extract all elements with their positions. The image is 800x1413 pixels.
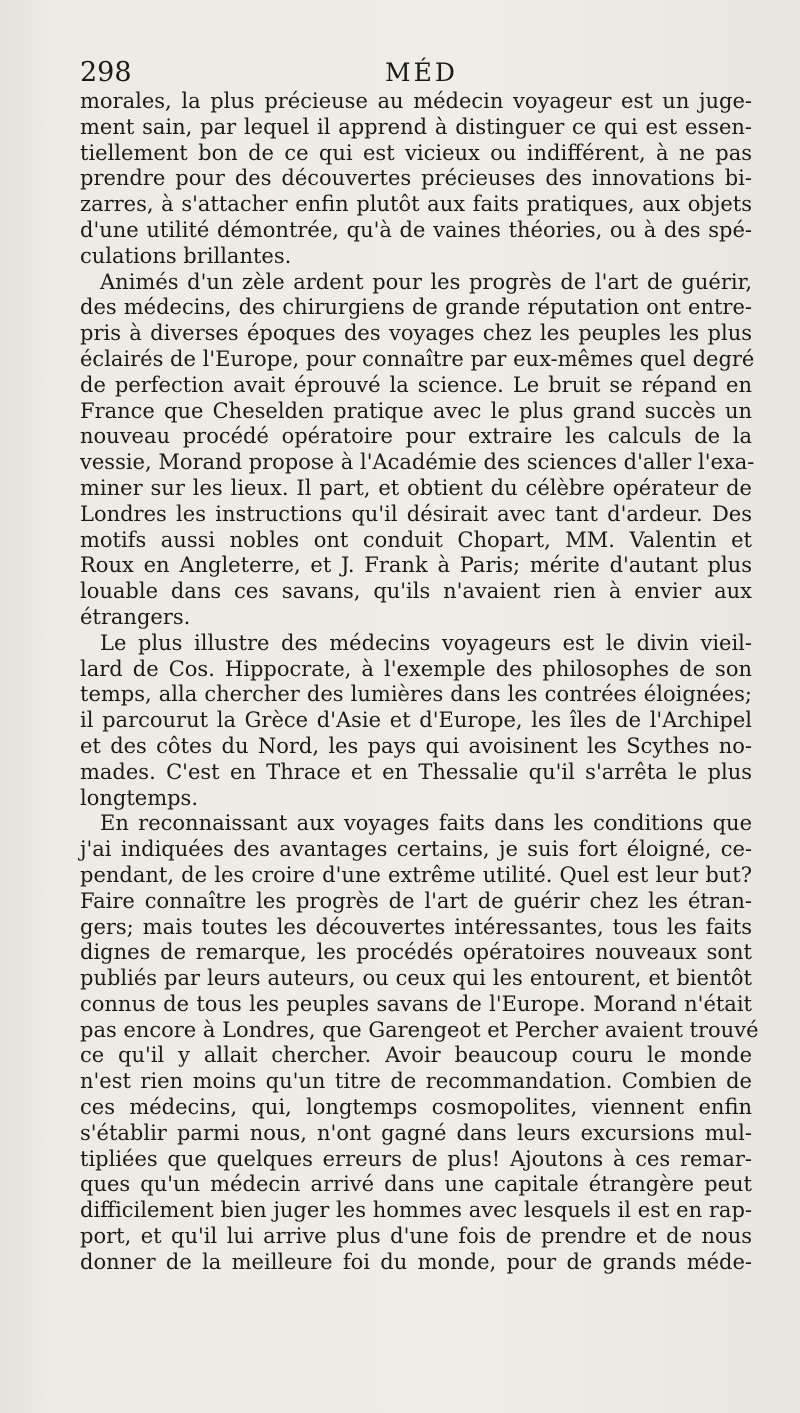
body-text: [80, 89, 759, 1276]
text-line: mades. C'est en Thrace et en Thessalie qu'il s'arrêta le plus: [80, 759, 752, 784]
text-line: culations brillantes.: [80, 243, 292, 268]
text-line: des médecins, des chirurgiens de grande réputation ont entre-: [80, 295, 752, 320]
text-line: Le plus illustre des médecins voyageurs est le divin vieil-: [100, 630, 752, 655]
text-line: Londres les instructions qu'il désirait avec tant d'ardeur. Des: [80, 501, 752, 526]
running-head: MÉD: [385, 58, 458, 87]
text-line: nouveau procédé opératoire pour extraire les calculs de la: [80, 424, 752, 449]
text-line: dignes de remarque, les procédés opératoires nouveaux sont: [80, 940, 752, 965]
text-line: morales, la plus précieuse au médecin voyageur est un juge-: [80, 89, 752, 113]
text-line: connus de tous les peuples savans de l'Europe. Morand n'était: [80, 991, 752, 1016]
text-line: France que Cheselden pratique avec le plus grand succès un: [80, 398, 752, 423]
text-line: Animés d'un zèle ardent pour les progrès de l'art de guérir,: [100, 269, 752, 294]
text-line: miner sur les lieux. Il part, et obtient du célèbre opérateur de: [80, 475, 752, 500]
text-line: s'établir parmi nous, n'ont gagné dans leurs excursions mul-: [80, 1120, 752, 1145]
text-line: publiés par leurs auteurs, ou ceux qui les entourent, et bientôt: [80, 966, 752, 991]
text-line: gers; mais toutes les découvertes intéressantes, tous les faits: [80, 914, 752, 939]
text-line: port, et qu'il lui arrive plus d'une fois de prendre et de nous: [80, 1224, 752, 1249]
text-line: tipliées que quelques erreurs de plus! Ajoutons à ces remar-: [80, 1146, 752, 1171]
text-line: et des côtes du Nord, les pays qui avoisinent les Scythes no-: [80, 733, 752, 758]
text-line: zarres, à s'attacher enfin plutôt aux faits pratiques, aux objets: [80, 192, 752, 217]
text-line: pris à diverses époques des voyages chez les peuples les plus: [80, 321, 752, 346]
text-line: de perfection avait éprouvé la science. Le bruit se répand en: [80, 372, 752, 397]
text-line: j'ai indiquées des avantages certains, je suis fort éloigné, ce-: [80, 837, 752, 862]
text-line: louable dans ces savans, qu'ils n'avaient rien à envier aux: [80, 579, 752, 604]
text-line: d'une utilité démontrée, qu'à de vaines théories, ou à des spé-: [80, 217, 752, 242]
text-line: pendant, de les croire d'une extrême utilité. Quel est leur but?: [80, 862, 752, 887]
text-line: il parcourut la Grèce d'Asie et d'Europe, les îles de l'Archipel: [80, 708, 752, 733]
text-line: prendre pour des découvertes précieuses des innovations bi-: [80, 166, 752, 191]
text-line: temps, alla chercher des lumières dans les contrées éloignées;: [80, 682, 752, 707]
page-header: [80, 56, 750, 90]
text-line: pas encore à Londres, que Garengeot et Percher avaient trouvé: [80, 1017, 759, 1042]
text-line: tiellement bon de ce qui est vicieux ou indifférent, à ne pas: [80, 140, 752, 165]
text-line: étrangers.: [80, 604, 191, 629]
text-line: donner de la meilleure foi du monde, pour de grands méde-: [80, 1249, 752, 1274]
text-line: ce qu'il y allait chercher. Avoir beaucoup couru le monde: [80, 1043, 752, 1068]
text-line: En reconnaissant aux voyages faits dans les conditions que: [100, 811, 752, 836]
text-line: ces médecins, qui, longtemps cosmopolites, viennent enfin: [80, 1095, 752, 1120]
text-line: ques qu'un médecin arrivé dans une capitale étrangère peut: [80, 1172, 752, 1197]
text-line: lard de Cos. Hippocrate, à l'exemple des philosophes de son: [80, 656, 752, 681]
text-line: Roux en Angleterre, et J. Frank à Paris; mérite d'autant plus: [80, 553, 752, 578]
text-line: éclairés de l'Europe, pour connaître par eux-mêmes quel degré: [80, 346, 755, 371]
text-line: longtemps.: [80, 785, 199, 810]
text-line: difficilement bien juger les hommes avec lesquels il est en rap-: [80, 1198, 752, 1223]
page-number: 298: [80, 57, 132, 88]
text-line: n'est rien moins qu'un titre de recommandation. Combien de: [80, 1069, 752, 1094]
text-line: motifs aussi nobles ont conduit Chopart, MM. Valentin et: [80, 527, 752, 552]
text-line: ment sain, par lequel il apprend à distinguer ce qui est essen-: [80, 114, 752, 139]
text-line: Faire connaître les progrès de l'art de guérir chez les étran-: [80, 888, 752, 913]
text-line: vessie, Morand propose à l'Académie des sciences d'aller l'exa-: [80, 450, 755, 475]
